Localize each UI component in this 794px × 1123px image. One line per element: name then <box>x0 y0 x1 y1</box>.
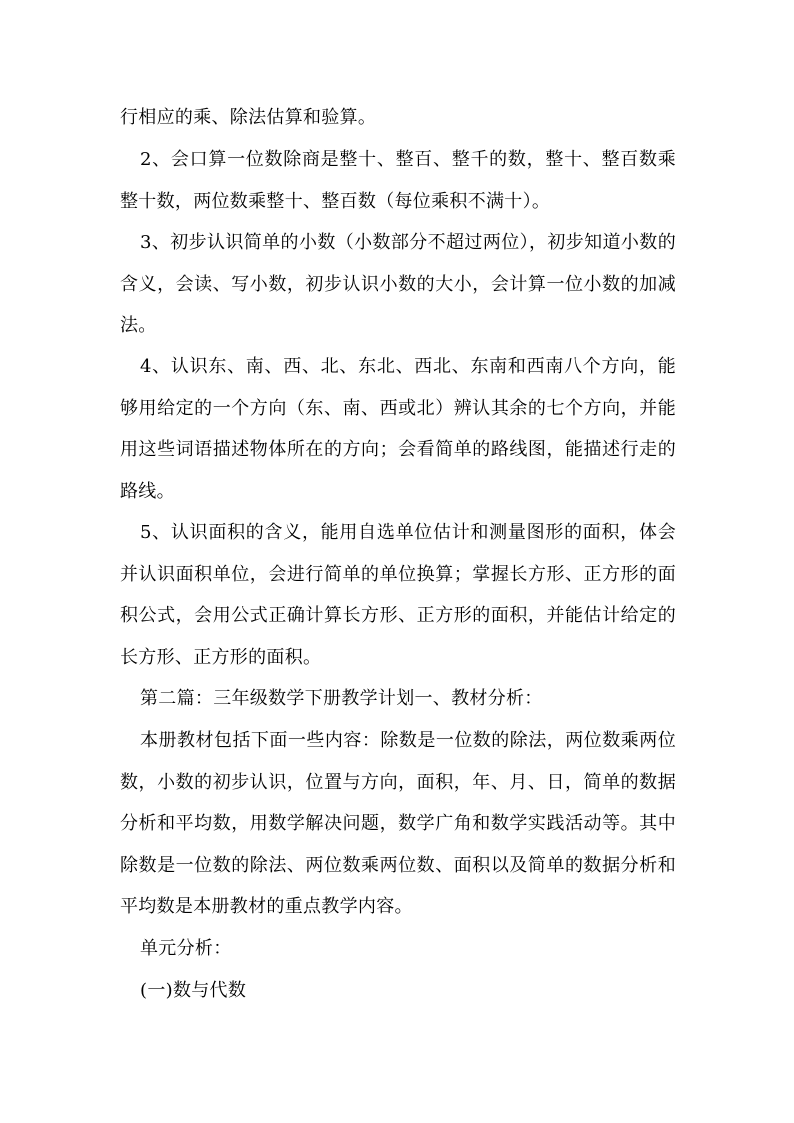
paragraph-textbook-content: 本册教材包括下面一些内容：除数是一位数的除法，两位数乘两位数，小数的初步认识，位置与方向，面积，年、月、日，简单的数据分析和平均数，用数学解决问题，数学广角和数学实践活动等。其中除数是一位数的除法、两位数乘两位数、面积以及简单的数据分析和平均数是本册教材的重点教学内容。 <box>120 730 676 917</box>
paragraph-item-2: 2、会口算一位数除商是整十、整百、整千的数，整十、整百数乘整十数，两位数乘整十、整百数（每位乘积不满十）。 <box>120 149 676 212</box>
paragraph-continuation: 行相应的乘、除法估算和验算。 <box>120 107 377 128</box>
paragraph-item-5: 5、认识面积的含义，能用自选单位估计和测量图形的面积，体会并认识面积单位，会进行简单的单位换算；掌握长方形、正方形的面积公式，会用公式正确计算长方形、正方形的面积，并能估计给定的长方形、正方形的面积。 <box>120 522 676 668</box>
paragraph-item-3: 3、初步认识简单的小数（小数部分不超过两位），初步知道小数的含义，会读、写小数，初步认识小数的大小，会计算一位小数的加减法。 <box>120 232 676 336</box>
section-heading-part-two: 第二篇：三年级数学下册教学计划一、教材分析： <box>140 688 543 709</box>
paragraph-item-4: 4、认识东、南、西、北、东北、西北、东南和西南八个方向，能够用给定的一个方向（东、南、西或北）辨认其余的七个方向，并能用这些词语描述物体所在的方向；会看简单的路线图，能描述行走的路线。 <box>120 356 676 502</box>
heading-unit-analysis: 单元分析： <box>140 938 232 959</box>
heading-numbers-and-algebra: (一)数与代数 <box>140 980 247 1001</box>
